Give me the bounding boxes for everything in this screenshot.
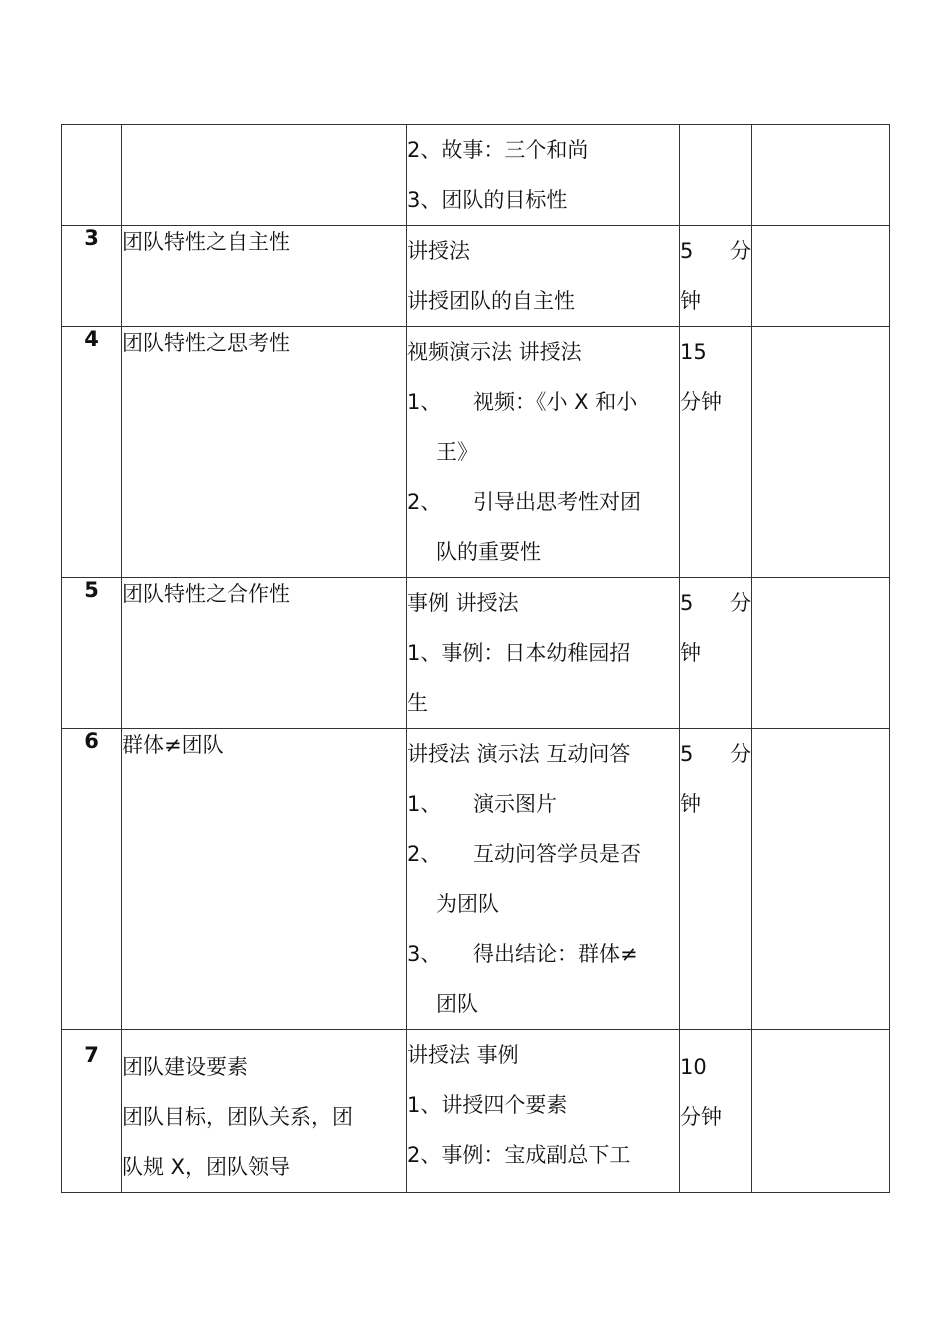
table-row <box>62 226 890 327</box>
time-unit: 分 <box>730 742 751 766</box>
topic-cell: 团队特性之自主性 <box>122 226 407 327</box>
topic-line: 团队建设要素 <box>122 1055 248 1079</box>
table-row <box>62 1030 890 1193</box>
item-text: 得出结论：群体≠ <box>473 942 638 966</box>
row-number-cell: 6 <box>62 729 122 1030</box>
topic-cell: 群体≠团队 <box>122 729 407 1030</box>
time-line <box>680 578 751 628</box>
remarks-cell <box>752 729 890 1030</box>
table-row <box>62 578 890 729</box>
topic-cell <box>122 1030 407 1193</box>
row-number-cell: 5 <box>62 578 122 729</box>
method-line: 1、事例：日本幼稚园招 <box>407 641 631 665</box>
row-number-cell: 4 <box>62 327 122 578</box>
topic-cell: 团队特性之思考性 <box>122 327 407 578</box>
time-unit: 分钟 <box>680 390 722 414</box>
item-number: 1、 <box>407 792 442 816</box>
time-value: 15 <box>680 340 707 364</box>
time-unit-line: 钟 <box>680 289 701 313</box>
method-cell <box>407 729 680 1030</box>
remarks-cell <box>752 578 890 729</box>
method-line: 2、事例：宝成副总下工 <box>407 1143 631 1167</box>
time-cell <box>680 729 752 1030</box>
item-continuation: 团队 <box>436 992 478 1016</box>
method-line: 事例 讲授法 <box>407 591 519 615</box>
time-value: 5 <box>680 591 694 615</box>
method-cell <box>407 1030 680 1193</box>
time-value: 10 <box>680 1055 707 1079</box>
method-item <box>407 929 679 979</box>
remarks-cell <box>752 226 890 327</box>
time-cell <box>680 226 752 327</box>
item-number: 2、 <box>407 490 442 514</box>
item-continuation: 为团队 <box>436 892 499 916</box>
method-cell <box>407 226 680 327</box>
item-continuation: 王》 <box>436 440 478 464</box>
topic-line: 团队目标，团队关系，团 <box>122 1105 353 1129</box>
method-item <box>407 779 679 829</box>
method-line: 生 <box>407 691 428 715</box>
method-item <box>407 477 679 527</box>
method-line: 1、讲授四个要素 <box>407 1093 568 1117</box>
remarks-cell <box>752 327 890 578</box>
item-number: 3、 <box>407 942 442 966</box>
method-line: 讲授法 事例 <box>407 1043 519 1067</box>
method-line: 3、团队的目标性 <box>407 188 568 212</box>
time-cell <box>680 578 752 729</box>
time-unit-line: 钟 <box>680 792 701 816</box>
method-cell <box>407 578 680 729</box>
topic-cell: 团队特性之合作性 <box>122 578 407 729</box>
item-text: 引导出思考性对团 <box>473 490 641 514</box>
row-number-cell: 7 <box>62 1030 122 1193</box>
time-cell <box>680 1030 752 1193</box>
time-value: 5 <box>680 742 694 766</box>
table-row <box>62 125 890 226</box>
table-row <box>62 327 890 578</box>
method-cell <box>407 327 680 578</box>
item-text: 视频：《小 X 和小 <box>473 390 638 414</box>
row-number-cell: 3 <box>62 226 122 327</box>
time-unit-line: 钟 <box>680 641 701 665</box>
method-heading: 视频演示法 讲授法 <box>407 340 582 364</box>
method-heading: 讲授法 演示法 互动问答 <box>407 742 631 766</box>
item-text: 互动问答学员是否 <box>473 842 641 866</box>
method-item <box>407 829 679 879</box>
item-continuation: 队的重要性 <box>436 540 541 564</box>
time-unit: 分 <box>730 591 751 615</box>
method-line: 讲授团队的自主性 <box>407 289 575 313</box>
table-row <box>62 729 890 1030</box>
time-unit: 分钟 <box>680 1105 722 1129</box>
topic-line: 队规 X，团队领导 <box>122 1155 291 1179</box>
time-value: 5 <box>680 239 694 263</box>
item-text: 演示图片 <box>473 792 557 816</box>
method-item <box>407 377 679 427</box>
item-number: 1、 <box>407 390 442 414</box>
row-number-cell <box>62 125 122 226</box>
remarks-cell <box>752 125 890 226</box>
time-line <box>680 729 751 779</box>
item-number: 2、 <box>407 842 442 866</box>
time-line <box>680 226 751 276</box>
remarks-cell <box>752 1030 890 1193</box>
topic-cell <box>122 125 407 226</box>
time-unit: 分 <box>730 239 751 263</box>
time-cell <box>680 125 752 226</box>
lesson-plan-table <box>61 124 890 1193</box>
method-line: 2、故事：三个和尚 <box>407 138 589 162</box>
method-line: 讲授法 <box>407 239 470 263</box>
method-cell <box>407 125 680 226</box>
time-cell <box>680 327 752 578</box>
